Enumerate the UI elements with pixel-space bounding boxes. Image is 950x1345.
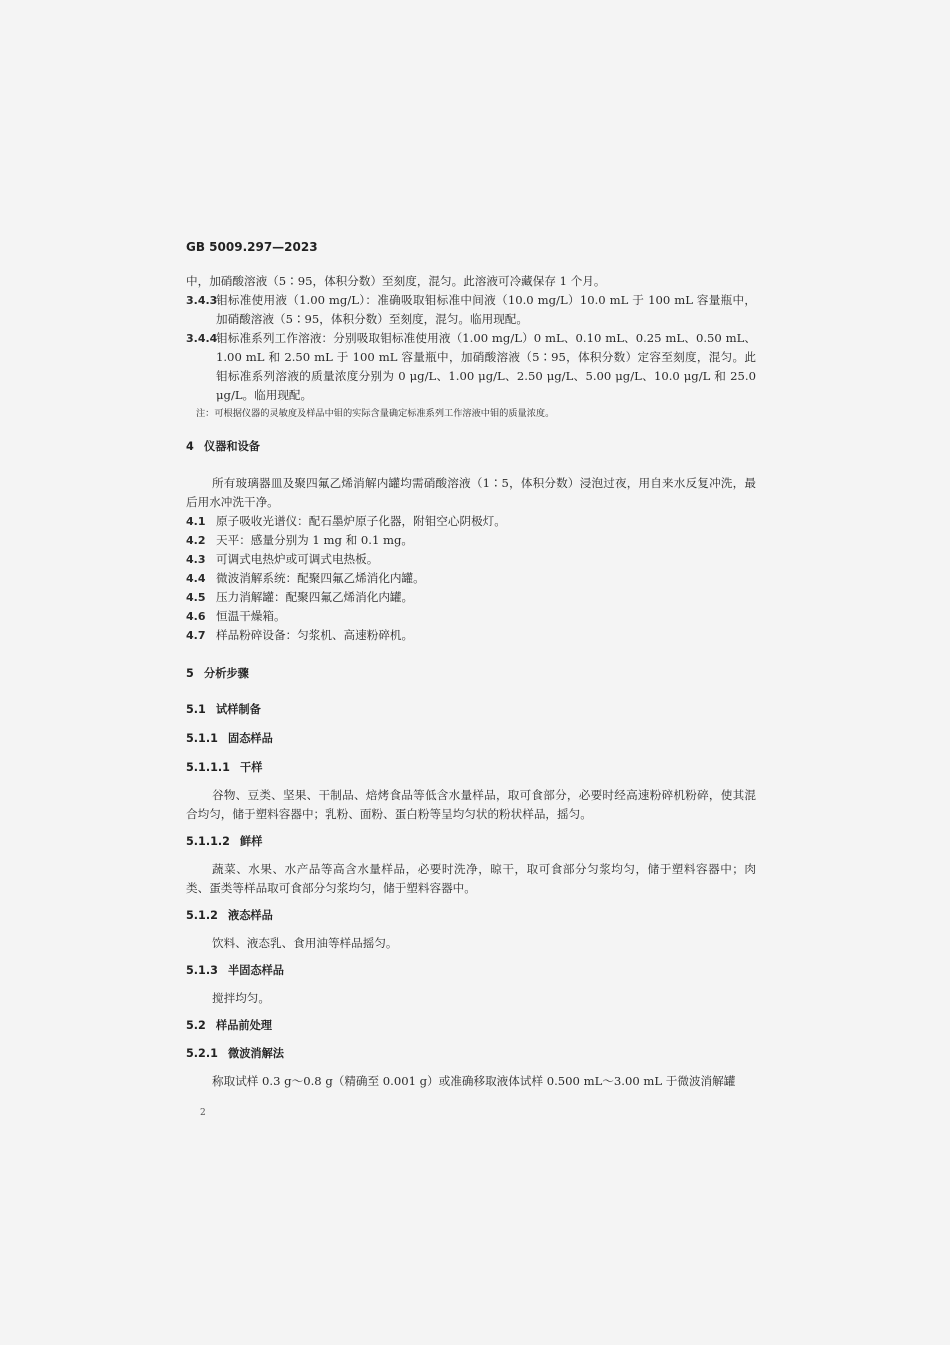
list-item [186,569,756,588]
section-number: 5.1.3 [186,964,218,977]
section-number: 5.2 [186,1019,206,1032]
section-title: 干样 [240,761,263,774]
clause-text: 钼标准系列工作溶液：分别吸取钼标准使用液（1.00 mg/L）0 mL、0.10 mL、0.25 mL、0.50 mL、1.00 mL 和 2.50 mL 于 100 mL 容量瓶中，加硝酸溶液（5∶95，体积分数）定容至刻度，混匀。此钼标准系列溶液的质量浓度分别为 0 μg/L、1.00 μg/L、2.50 μg/L、5.00 μg/L、10.0 μg/L 和 25.0 μg/L。临用现配。 [216,331,756,402]
item-text: 恒温干燥箱。 [216,609,286,623]
note: 注：可根据仪器的灵敏度及样品中钼的实际含量确定标准系列工作溶液中钼的质量浓度。 [196,408,555,419]
section-number: 5 [186,667,194,680]
clause-3-4-3 [186,291,756,329]
section-5-1-1-heading [186,730,756,748]
list-item [186,607,756,626]
item-number: 4.3 [186,553,206,566]
section-number: 5.1.1 [186,732,218,745]
section-number: 5.1.2 [186,909,218,922]
item-text: 天平：感量分别为 1 mg 和 0.1 mg。 [216,533,414,547]
section-5-1-2-heading [186,907,756,925]
list-item [186,531,756,550]
section-5-1-1-2-text: 蔬菜、水果、水产品等高含水量样品，必要时洗净，晾干，取可食部分匀浆均匀，储于塑料容器中；肉类、蛋类等样品取可食部分匀浆均匀，储于塑料容器中。 [186,862,756,895]
list-item [186,626,756,645]
section-5-1-1-1-heading [186,759,756,777]
clause-text: 钼标准使用液（1.00 mg/L）：准确吸取钼标准中间液（10.0 mg/L）10.0 mL 于 100 mL 容量瓶中，加硝酸溶液（5∶95，体积分数）至刻度，混匀。临用现配。 [216,293,756,326]
section-5-1-2-text: 饮料、液态乳、食用油等样品摇匀。 [212,936,398,950]
section-title: 样品前处理 [216,1019,272,1032]
item-number: 4.7 [186,629,206,642]
list-item [186,512,756,531]
section-number: 5.1 [186,703,206,716]
section-title: 试样制备 [216,703,261,716]
section-title: 液态样品 [228,909,273,922]
section-number: 5.1.1.1 [186,761,230,774]
list-item [186,588,756,607]
section-title: 鲜样 [240,835,263,848]
page-number: 2 [200,1108,206,1118]
section-number: 5.1.1.2 [186,835,230,848]
item-text: 微波消解系统：配聚四氟乙烯消化内罐。 [216,571,425,585]
section-title: 仪器和设备 [204,440,260,453]
section-4-heading [186,438,756,456]
item-text: 压力消解罐：配聚四氟乙烯消化内罐。 [216,590,414,604]
section-title: 固态样品 [228,732,273,745]
list-item [186,550,756,569]
section-title: 微波消解法 [228,1047,284,1060]
equipment-list [186,512,756,645]
section-5-1-3-heading [186,962,756,980]
section-5-1-heading [186,701,756,719]
clause-3-4-4 [186,329,756,405]
item-number: 4.1 [186,515,206,528]
section-5-1-1-1-text: 谷物、豆类、坚果、干制品、焙烤食品等低含水量样品，取可食部分，必要时经高速粉碎机粉碎，使其混合均匀，储于塑料容器中；乳粉、面粉、蛋白粉等呈均匀状的粉状样品，摇匀。 [186,788,756,821]
section-5-2-1-text: 称取试样 0.3 g～0.8 g（精确至 0.001 g）或准确移取液体试样 0.500 mL～3.00 mL 于微波消解罐 [212,1074,736,1088]
section-5-1-3-text: 搅拌均匀。 [212,991,270,1005]
clause-number: 3.4.3 [186,294,218,307]
item-number: 4.4 [186,572,206,585]
section-5-1-1-2-heading [186,833,756,851]
item-number: 4.2 [186,534,206,547]
section-5-2-1-heading [186,1045,756,1063]
section-5-2-heading [186,1017,756,1035]
item-number: 4.6 [186,610,206,623]
section-title: 分析步骤 [204,667,249,680]
item-text: 样品粉碎设备：匀浆机、高速粉碎机。 [216,628,414,642]
page-content [186,238,756,1091]
section-number: 5.2.1 [186,1047,218,1060]
item-text: 可调式电热炉或可调式电热板。 [216,552,379,566]
section-4-intro: 所有玻璃器皿及聚四氟乙烯消解内罐均需硝酸溶液（1∶5，体积分数）浸泡过夜，用自来水反复冲洗，最后用水冲洗干净。 [186,476,756,509]
item-number: 4.5 [186,591,206,604]
item-text: 原子吸收光谱仪：配石墨炉原子化器，附钼空心阴极灯。 [216,514,506,528]
section-title: 半固态样品 [228,964,284,977]
section-number: 4 [186,440,194,453]
clause-number: 3.4.4 [186,332,218,345]
section-5-heading [186,665,756,683]
continued-paragraph: 中，加硝酸溶液（5∶95，体积分数）至刻度，混匀。此溶液可冷藏保存 1 个月。 [186,274,606,288]
standard-number: GB 5009.297—2023 [186,240,318,254]
